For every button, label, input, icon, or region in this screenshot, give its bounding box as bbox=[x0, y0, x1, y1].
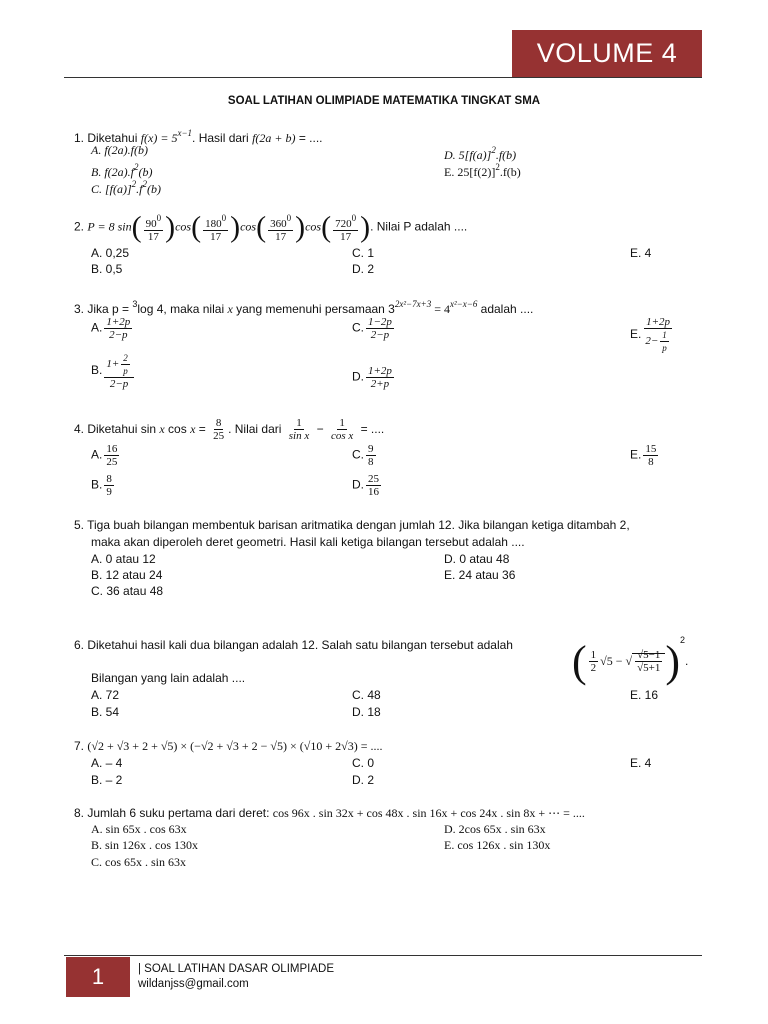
q5-option-c[interactable]: C. 36 atau 48 bbox=[91, 584, 164, 598]
q7-option-c[interactable]: C. 0 bbox=[352, 756, 375, 770]
page-title: SOAL LATIHAN OLIMPIADE MATEMATIKA TINGKAT SMA bbox=[227, 95, 541, 107]
q5-option-e[interactable]: E. 24 atau 36 bbox=[444, 568, 516, 582]
q4-stem: 4. Diketahui sin x cos x = $\frac{8}{25}$ . Nilai dari $\frac{1}{\text{sin x}}$ − $\frac{1}{\text{cos x}}$ = .... bbox=[74, 417, 385, 443]
q8-option-b[interactable]: B. sin 126x . cos 130x bbox=[91, 838, 199, 852]
q2-option-e[interactable]: E. 4 bbox=[630, 246, 652, 260]
q8-option-a[interactable]: A. sin 65x . cos 63x bbox=[91, 822, 187, 836]
q5-stem-line2: maka akan diperoleh deret geometri. Hasil kali ketiga bilangan tersebut adalah .... bbox=[91, 535, 525, 549]
q1-stem: 1. Diketahui $f(x) = 5^{x-1}$. Hasil dari f(2a + b) = .... bbox=[74, 128, 323, 145]
footer-title: | SOAL LATIHAN DASAR OLIMPIADE bbox=[138, 963, 334, 975]
q7-option-d[interactable]: D. 2 bbox=[352, 773, 375, 787]
q2-option-c[interactable]: C. 1 bbox=[352, 246, 375, 260]
q1-option-b[interactable]: B. $f(2a).f^2(b)$ bbox=[91, 162, 153, 179]
q6-option-e[interactable]: E. 16 bbox=[630, 688, 659, 702]
page-number-badge bbox=[66, 957, 130, 997]
q6-option-b[interactable]: B. 54 bbox=[91, 705, 120, 719]
q5-stem-line1: 5. Tiga buah bilangan membentuk barisan aritmatika dengan jumlah 12. Jika bilangan ketiga ditambah 2, bbox=[74, 518, 630, 532]
q8-option-d[interactable]: D. 2cos 65x . sin 63x bbox=[444, 822, 546, 836]
q1-option-a[interactable]: A. f(2a).f(b) bbox=[91, 143, 148, 157]
volume-label: VOLUME 4 bbox=[536, 38, 678, 68]
q8-option-e[interactable]: E. cos 126x . sin 130x bbox=[444, 838, 551, 852]
q3-option-d[interactable]: D. $\frac{1+2p}{2+p}$ bbox=[352, 365, 392, 390]
q6-expression: ( $\frac{1}{2}$ √5 − √ $\frac{√5-1}{√5+1}$ )$^2$. bbox=[572, 635, 689, 686]
q3-stem: 3. Jika p = $^3$log 4, maka nilai x yang memenuhi persamaan $3^{2x^2-7x+3} = 4^{x^2-x-6}$ adalah .... bbox=[74, 299, 534, 316]
q6-stem-line1: 6. Diketahui hasil kali dua bilangan adalah 12. Salah satu bilangan tersebut adalah bbox=[74, 638, 513, 652]
q7-option-a[interactable]: A. – 4 bbox=[91, 756, 123, 770]
header-rule bbox=[64, 77, 702, 78]
q3-option-b[interactable]: B. 1+ $\frac{2}{p}$ 2−p bbox=[91, 352, 136, 390]
q6-option-d[interactable]: D. 18 bbox=[352, 705, 381, 719]
q4-option-c[interactable]: C. $\frac{9}{8}$ bbox=[352, 443, 374, 468]
footer-email: wildanjss@gmail.com bbox=[138, 978, 249, 990]
q4-option-a[interactable]: A. $\frac{16}{25}$ bbox=[91, 443, 118, 468]
q6-stem-line2: Bilangan yang lain adalah .... bbox=[91, 671, 246, 685]
q2-option-a[interactable]: A. 0,25 bbox=[91, 246, 130, 260]
q5-option-a[interactable]: A. 0 atau 12 bbox=[91, 552, 156, 566]
footer-rule bbox=[64, 955, 702, 956]
q1-option-d[interactable]: D. $5[f(a)]^2.f(b)$ bbox=[444, 145, 517, 162]
q5-option-b[interactable]: B. 12 atau 24 bbox=[91, 568, 163, 582]
q4-option-e[interactable]: E. $\frac{15}{8}$ bbox=[630, 443, 657, 468]
footer-text bbox=[138, 962, 334, 992]
volume-badge bbox=[512, 30, 702, 77]
q7-stem: 7. (√2 + √3 + 2 + √5) × (−√2 + √3 + 2 − √5) × (√10 + 2√3) = .... bbox=[74, 739, 383, 753]
q6-option-a[interactable]: A. 72 bbox=[91, 688, 120, 702]
q4-option-d[interactable]: D. $\frac{25}{16}$ bbox=[352, 473, 379, 498]
q7-option-e[interactable]: E. 4 bbox=[630, 756, 652, 770]
page-number: 1 bbox=[91, 964, 105, 989]
q8-stem: 8. Jumlah 6 suku pertama dari deret: cos 96x . sin 32x + cos 48x . sin 16x + cos 24x . sin 8x + ⋯ = .... bbox=[74, 806, 585, 820]
q1-option-e[interactable]: E. $25[f(2)]^2.f(b)$ bbox=[444, 162, 521, 179]
q3-option-a[interactable]: A. $\frac{1+2p}{2-p}$ bbox=[91, 316, 131, 341]
q7-option-b[interactable]: B. – 2 bbox=[91, 773, 123, 787]
q8-option-c[interactable]: C. cos 65x . sin 63x bbox=[91, 855, 187, 869]
q3-option-c[interactable]: C. $\frac{1-2p}{2-p}$ bbox=[352, 316, 392, 341]
q3-option-e[interactable]: E. 1+2p 2− $\frac{1}{p}$ bbox=[630, 316, 671, 353]
q5-option-d[interactable]: D. 0 atau 48 bbox=[444, 552, 510, 566]
q1-option-c[interactable]: C. $[f(a)]^2.f^2(b)$ bbox=[91, 179, 162, 196]
q6-option-c[interactable]: C. 48 bbox=[352, 688, 381, 702]
q4-option-b[interactable]: B. $\frac{8}{9}$ bbox=[91, 473, 112, 498]
q2-stem: 2. P = 8 sin( $\frac{90^0}{17}$ )cos( $\frac{180^0}{17}$ )cos( $\frac{360^0}{17}$ )cos( $\frac{720^0}{17}$ ). Nilai P adalah .... bbox=[74, 210, 468, 244]
q2-option-b[interactable]: B. 0,5 bbox=[91, 262, 123, 276]
q2-option-d[interactable]: D. 2 bbox=[352, 262, 375, 276]
